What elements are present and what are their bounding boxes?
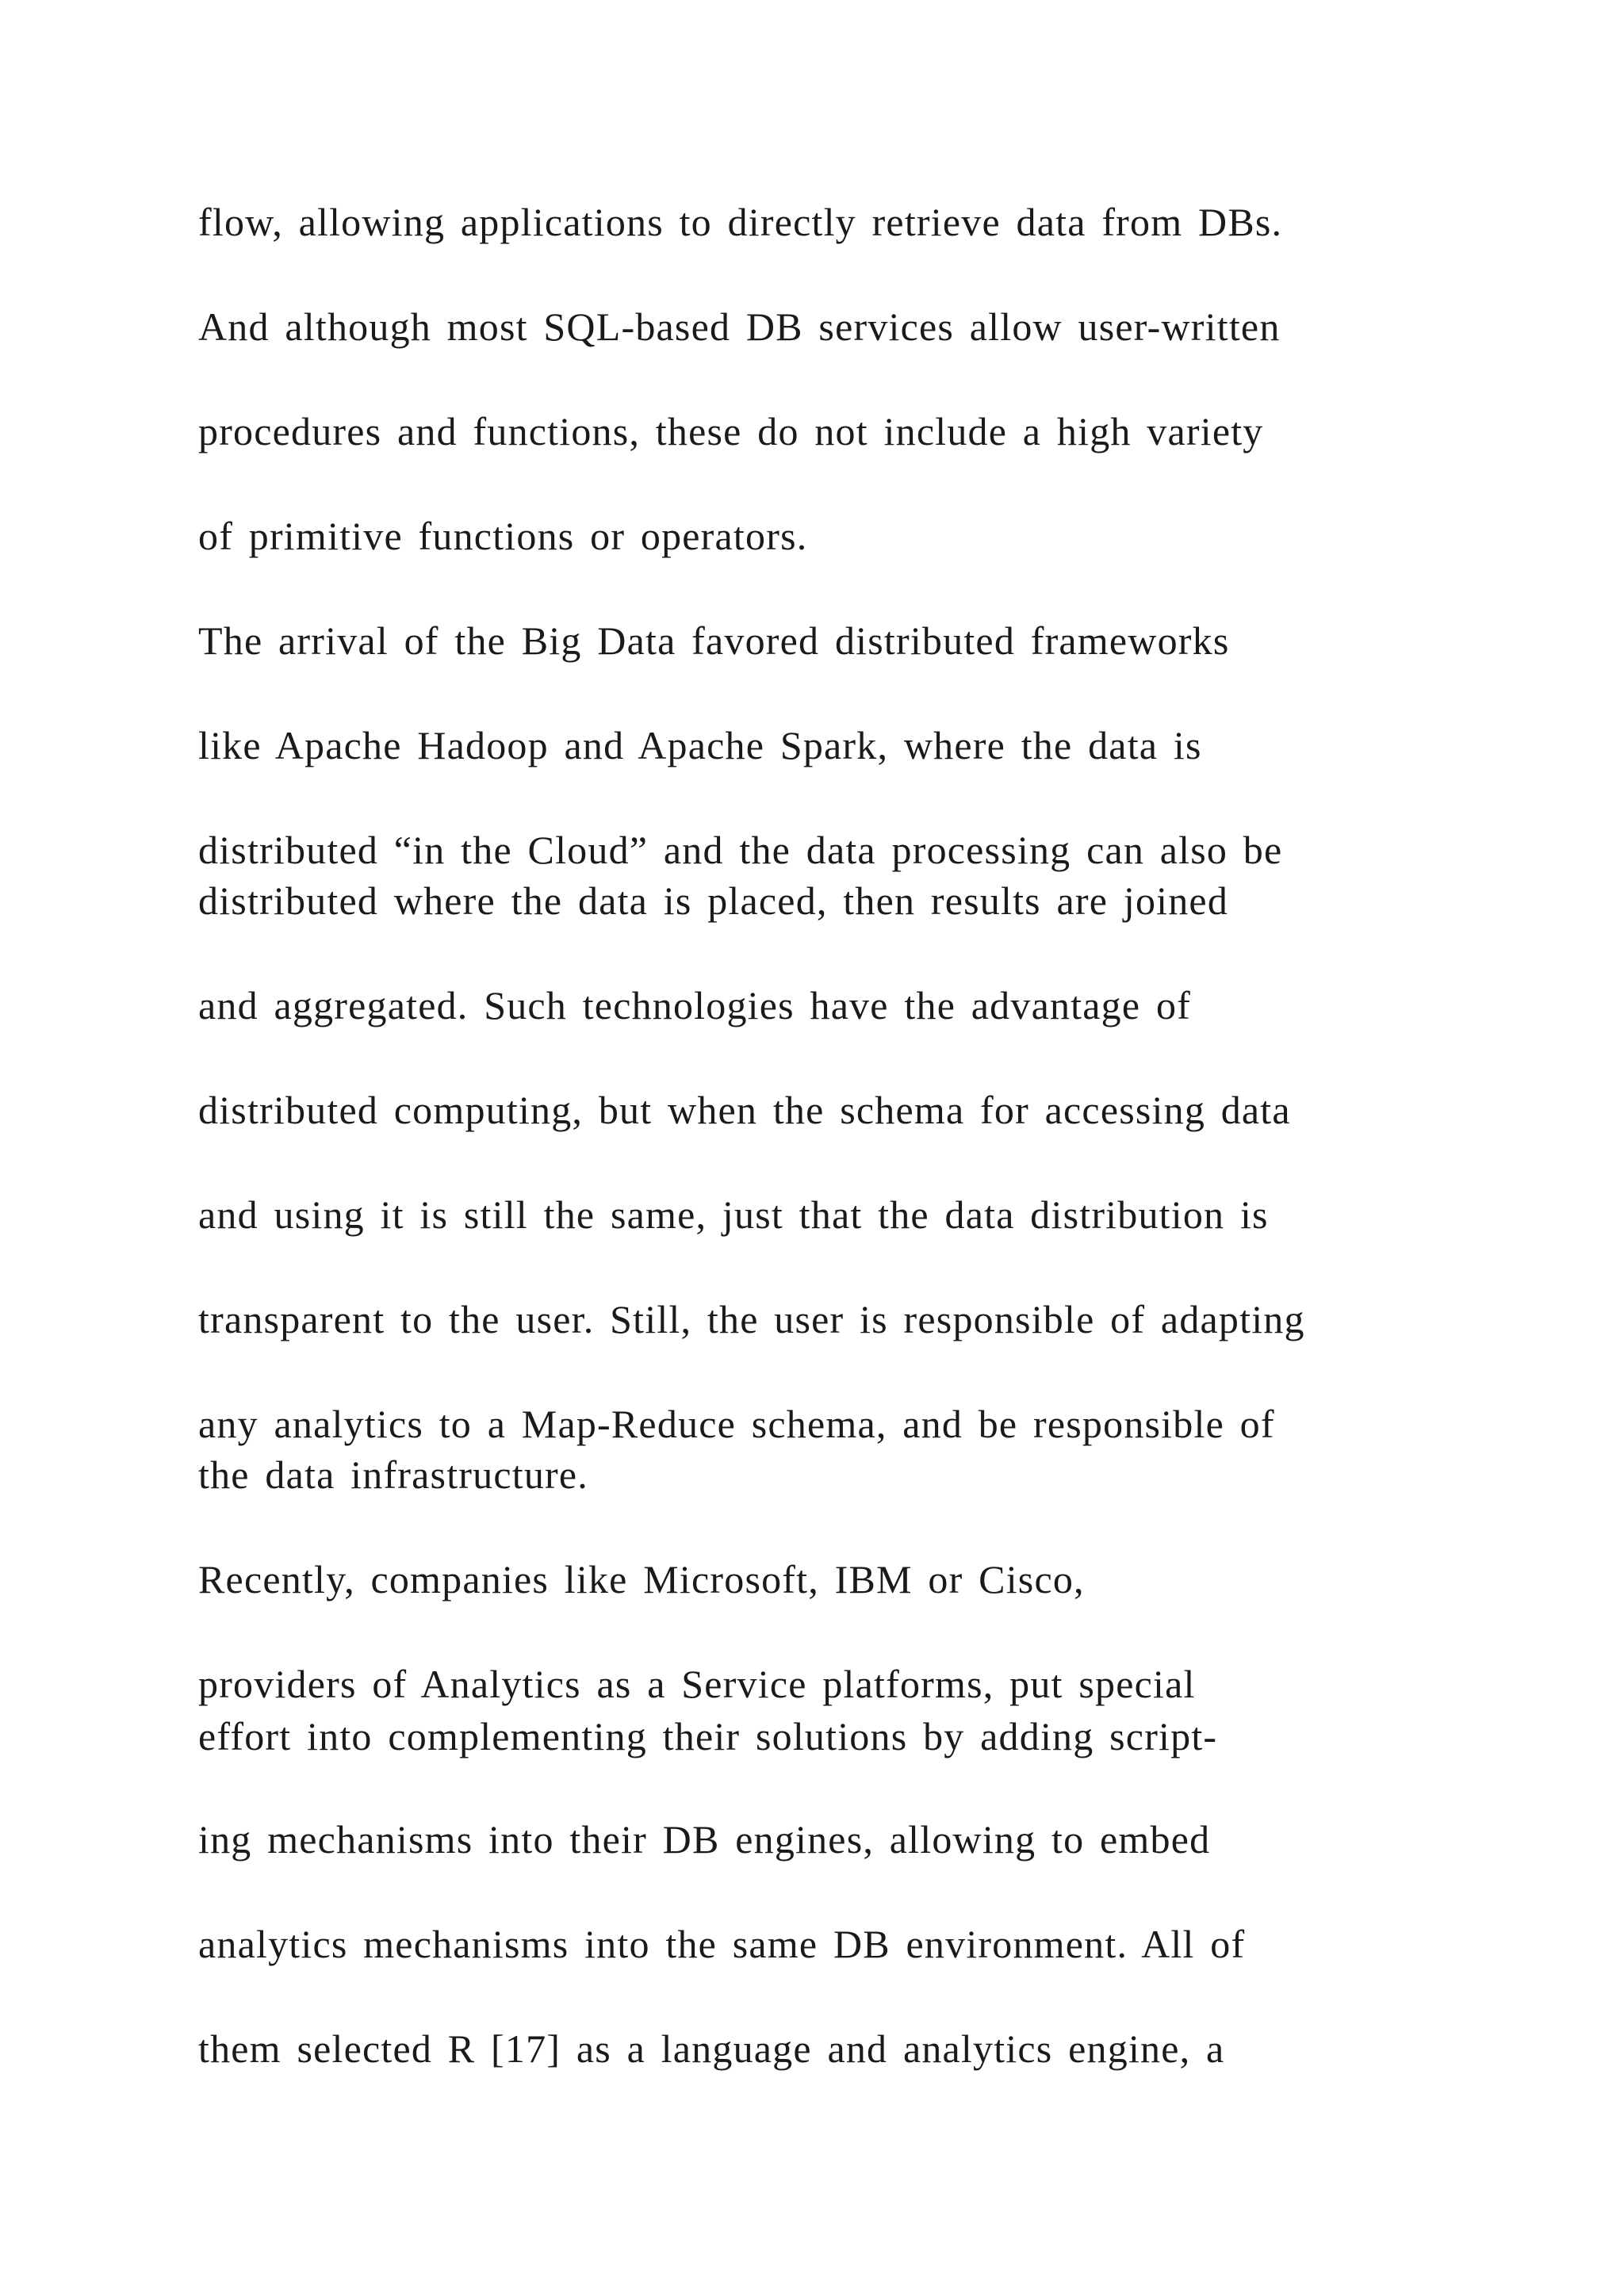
text-line: and using it is still the same, just that the data distribution is bbox=[198, 1192, 1269, 1237]
text-line: providers of Analytics as a Service platforms, put special bbox=[198, 1662, 1196, 1706]
text-line: distributed “in the Cloud” and the data processing can also be bbox=[198, 828, 1283, 872]
text-line: any analytics to a Map-Reduce schema, and be responsible of bbox=[198, 1402, 1275, 1446]
text-line: ing mechanisms into their DB engines, allowing to embed bbox=[198, 1817, 1211, 1862]
text-line: analytics mechanisms into the same DB environment. All of bbox=[198, 1922, 1246, 1966]
text-line: distributed computing, but when the schema for accessing data bbox=[198, 1088, 1291, 1132]
text-line: transparent to the user. Still, the user is responsible of adapting bbox=[198, 1297, 1305, 1341]
text-line: of primitive functions or operators. bbox=[198, 514, 808, 558]
text-line: The arrival of the Big Data favored distributed frameworks bbox=[198, 618, 1230, 663]
text-line: effort into complementing their solutions by adding script- bbox=[198, 1714, 1218, 1758]
text-line: them selected R [17] as a language and analytics engine, a bbox=[198, 2026, 1225, 2071]
text-line: distributed where the data is placed, then results are joined bbox=[198, 878, 1229, 923]
text-line: And although most SQL-based DB services allow user-written bbox=[198, 304, 1281, 349]
text-line: and aggregated. Such technologies have the advantage of bbox=[198, 983, 1191, 1027]
text-line: procedures and functions, these do not include a high variety bbox=[198, 409, 1264, 453]
text-line: Recently, companies like Microsoft, IBM or Cisco, bbox=[198, 1557, 1085, 1601]
text-line: flow, allowing applications to directly retrieve data from DBs. bbox=[198, 200, 1283, 244]
text-line: like Apache Hadoop and Apache Spark, where the data is bbox=[198, 723, 1202, 767]
text-line: the data infrastructure. bbox=[198, 1452, 588, 1497]
